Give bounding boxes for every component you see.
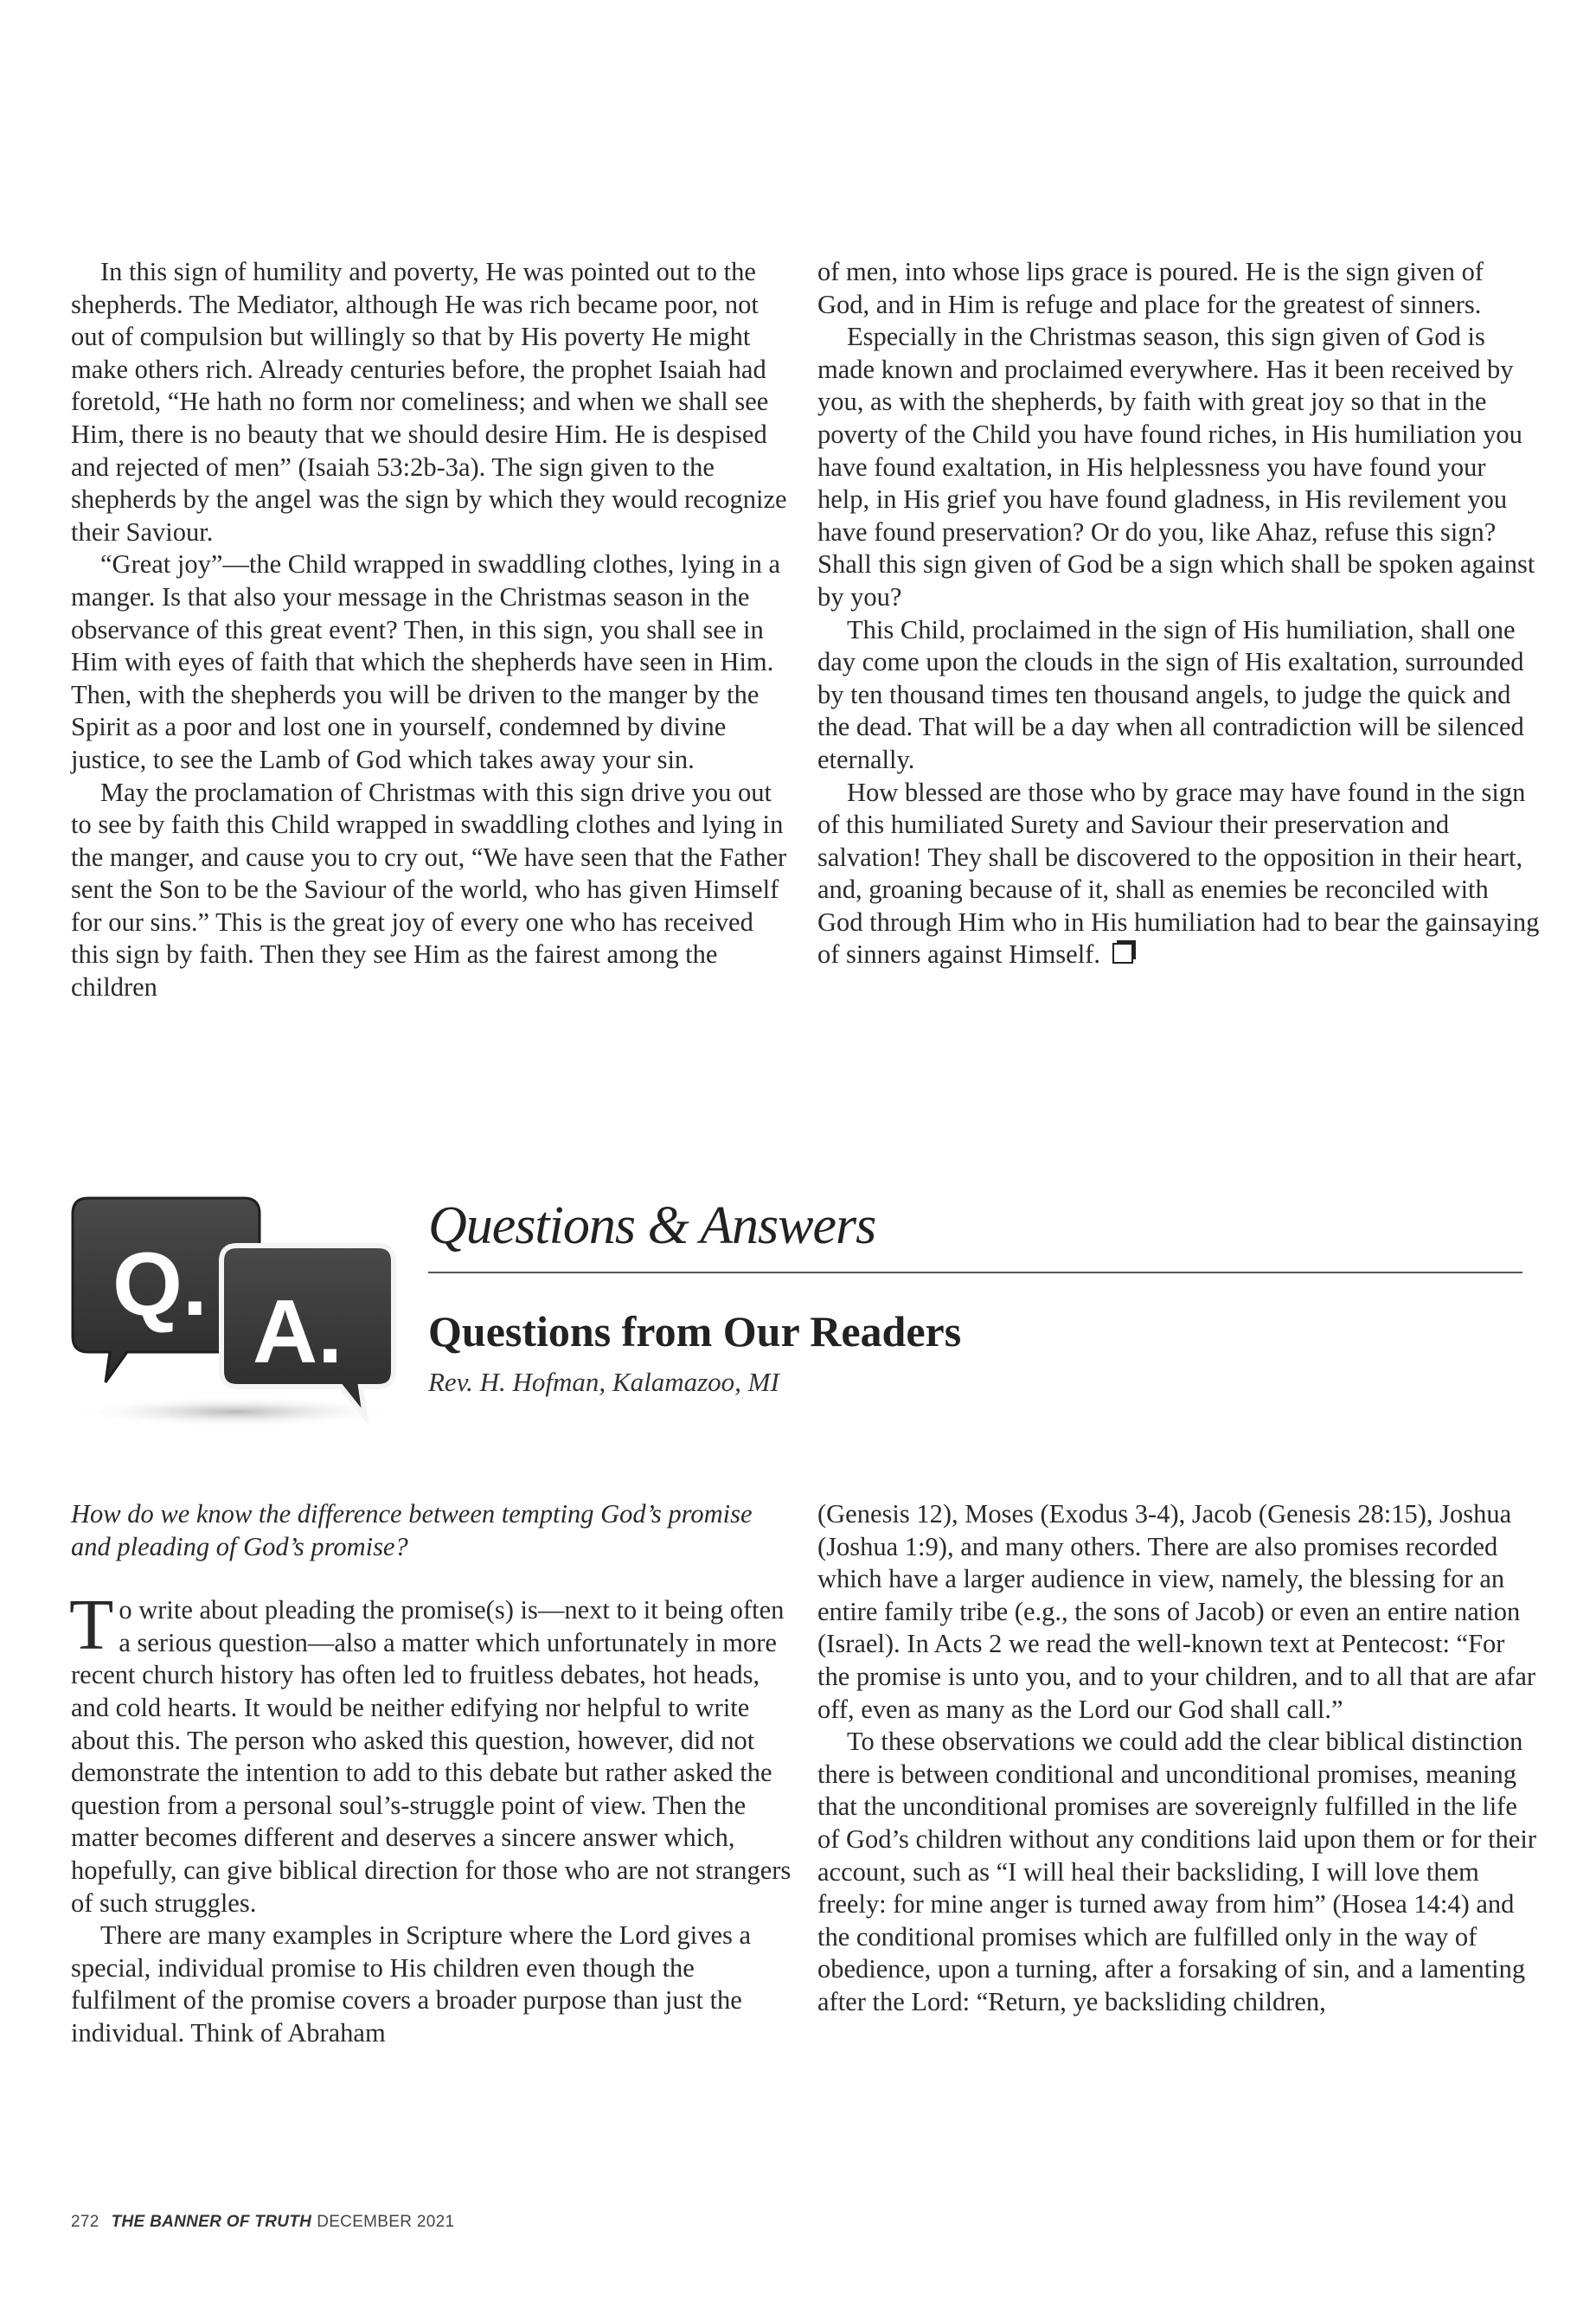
top-right-column [817,256,1540,971]
paragraph: (Genesis 12), Moses (Exodus 3-4), Jacob (Genesis 28:15), Joshua (Joshua 1:9), and many others. There are also promises recorded which have a larger audience in view, namely, the blessing for an entire family tribe (e.g., the sons of Jacob) or even an entire nation (Israel). In Acts 2 we read the well-known text at Pentecost: “For the promise is unto you, and to your children, and to all that are afar off, even as many as the Lord our God shall call.” [817,1499,1536,1724]
qa-speech-bubbles-icon [62,1185,408,1436]
qa-right-column [817,1498,1540,2019]
qa-logo [62,1185,408,1436]
paragraph: Especially in the Christmas season, this sign given of God is made known and proclaimed everywhere. Has it been received by you, as with the shepherds, by faith with great joy so that in the poverty of the Child you have found riches, in His humiliation you have found exaltation, in His helplessness you have found your help, in His grief you have found gladness, in His revilement you have found preservation? Or do you, like Ahaz, refuse this sign? Shall this sign given of God be a sign which shall be spoken against by you? [817,322,1535,612]
paragraph: of men, into whose lips grace is poured. He is the sign given of God, and in Him is refuge and place for the greatest of sinners. [817,257,1484,319]
page-number: 272 [71,2213,99,2231]
section-title: Questions & Answers [428,1196,876,1255]
paragraph: This Child, proclaimed in the sign of His humiliation, shall one day come upon the clouds in the sign of His exaltation, surrounded by ten thousand times ten thousand angels, to judge the quick and the dead. That will be a day when all contradiction will be silenced eternally. [817,614,1524,774]
paragraph-text: How blessed are those who by grace may have found in the sign of this humiliated Surety and Saviour their preservation and salvation! They shall be discovered to the opposition in their heart, and, groaning because of it, shall as enemies be reconciled with God through Him who in His humiliation had to bear the gainsaying of sinners against Himself. [817,777,1540,970]
paragraph: In this sign of humility and poverty, He was pointed out to the shepherds. The Mediator, although He was rich became poor, not out of compulsion but willingly so that by His poverty He might make others rich. Already centuries before, the prophet Isaiah had foretold, “He hath no form nor comeliness; and when we shall see Him, there is no beauty that we should desire Him. He is despised and rejected of men” (Isaiah 53:2b-3a). The sign given to the shepherds by the angel was the sign by which they would recognize their Saviour. [71,257,787,547]
drop-cap: T [69,1585,114,1666]
top-left-column [71,256,793,1004]
paragraph-last [817,777,1540,972]
logo-a-text: A. [253,1282,343,1382]
qa-left-column [71,1498,793,2050]
logo-q-text: Q. [112,1234,208,1335]
paragraph [69,1585,793,1920]
publication-name: THE BANNER OF TRUTH [111,2213,312,2231]
paragraph: There are many examples in Scripture where the Lord gives a special, individual promise to His children even though the fulfilment of the promise covers a broader purpose than just the individual. Think of Abraham [71,1920,752,2048]
paragraph: May the proclamation of Christmas with this sign drive you out to see by faith this Child wrapped in swaddling clothes and lying in the manger, and cause you to cry out, “We have seen that the Father sent the Son to be the Saviour of the world, who has given Himself for our sins.” This is the great joy of every one who has received this sign by faith. Then they see Him as the fairest among the children [71,777,787,1003]
end-of-article-icon [1112,943,1133,964]
section-divider [428,1272,1522,1273]
article-title: Questions from Our Readers [428,1307,962,1356]
paragraph: “Great joy”—the Child wrapped in swaddling clothes, lying in a manger. Is that also your message in the Christmas season in the observance of this great event? Then, in this sign, you shall see in Him with eyes of faith that which the shepherds have seen in Him. Then, with the shepherds you will be driven to the manger by the Spirit as a poor and lost one in yourself, condemned by divine justice, to see the Lamb of God which takes away your sin. [71,549,781,774]
paragraph: To these observations we could add the clear biblical distinction there is between conditional and unconditional promises, meaning that the unconditional promises are sovereignly fulfilled in the life of God’s children without any conditions laid upon them or for their account, such as “I will heal their backsliding, I will love them freely: for mine anger is turned away from him” (Hosea 14:4) and the conditional promises which are fulfilled only in the way of obedience, upon a turning, after a forsaking of sin, and a lamenting after the Lord: “Return, ye backsliding children, [817,1727,1536,2016]
reader-question: How do we know the difference between tempting God’s promise and pleading of God’s promise? [71,1499,753,1561]
issue-date: DECEMBER 2021 [317,2213,455,2231]
page-footer [71,2213,454,2232]
article-author: Rev. H. Hofman, Kalamazoo, MI [428,1367,779,1397]
paragraph-text: o write about pleading the promise(s) is—next to it being often a serious question—also a matter which unfortunately in more recent church history has often led to fruitless debates, hot heads, and cold hearts. It would be neither edifying nor helpful to write about this. The person who asked this question, however, did not demonstrate the intention to add to this debate but rather asked the question from a personal soul’s-struggle point of view. Then the matter becomes different and deserves a sincere answer which, hopefully, can give biblical direction for those who are not strangers of such struggles. [71,1595,792,1918]
